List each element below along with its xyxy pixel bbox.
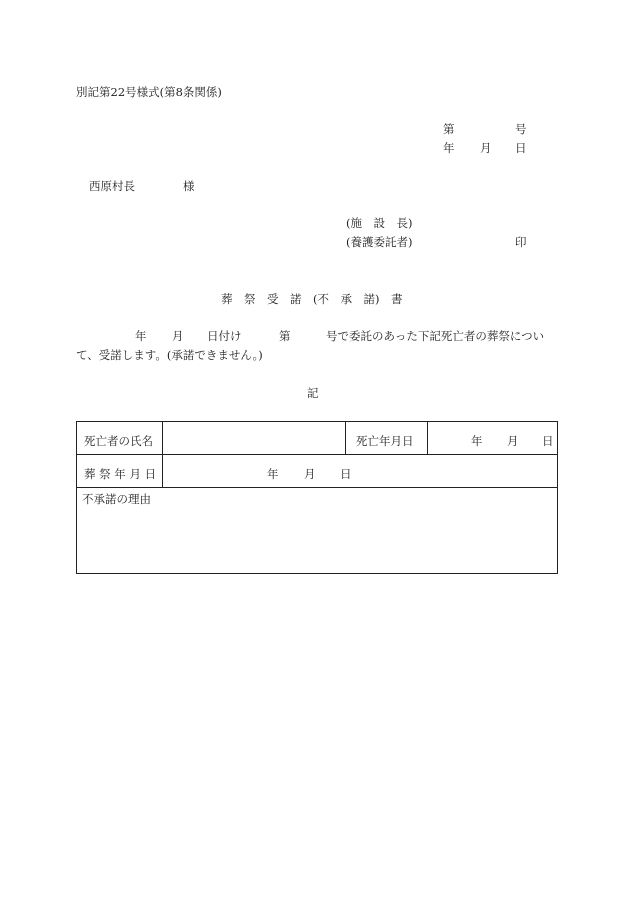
document-title: 葬 祭 受 諾 (不 承 諾) 書 — [221, 292, 403, 306]
header-date-month: 月 — [480, 141, 492, 155]
funeral-date-day: 日 — [340, 467, 352, 481]
deceased-name-label-cell — [77, 422, 163, 455]
sender-facility-head: (施 設 長) — [346, 216, 413, 230]
body-dai: 第 — [279, 329, 291, 343]
death-date-day: 日 — [542, 434, 554, 448]
funeral-date-value-cell — [163, 455, 558, 488]
reason-cell — [77, 488, 558, 574]
reason-label: 不承諾の理由 — [82, 492, 151, 506]
funeral-date-label: 葬 祭 年 月 日 — [84, 467, 157, 481]
body-month: 月 — [172, 329, 184, 343]
ki-heading: 記 — [307, 386, 319, 400]
info-table — [76, 421, 558, 574]
funeral-date-month: 月 — [304, 467, 316, 481]
table-row — [77, 455, 558, 488]
doc-number-suffix: 号 — [515, 122, 527, 136]
addressee-honorific: 様 — [183, 179, 195, 193]
doc-number-prefix: 第 — [443, 122, 455, 136]
body-line-2: て、受諾します。(承諾できません。) — [76, 348, 263, 362]
header-date-day: 日 — [515, 141, 527, 155]
body-date-suffix: 日付け — [207, 329, 242, 343]
death-date-month: 月 — [507, 434, 519, 448]
death-date-value-cell — [428, 422, 558, 455]
addressee-name: 西原村長 — [89, 179, 135, 193]
deceased-name-label: 死亡者の氏名 — [84, 434, 153, 448]
seal-mark: 印 — [515, 235, 527, 249]
body-line-1: 号で委託のあった下記死亡者の葬祭につい — [326, 329, 545, 343]
death-date-label-cell — [346, 422, 428, 455]
deceased-name-value-cell — [163, 422, 346, 455]
table-row — [77, 422, 558, 455]
funeral-date-label-cell — [77, 455, 163, 488]
funeral-date-year: 年 — [267, 467, 279, 481]
sender-guardian: (養護委託者) — [346, 235, 413, 249]
death-date-label: 死亡年月日 — [356, 434, 414, 448]
death-date-year: 年 — [471, 434, 483, 448]
header-date-year: 年 — [443, 141, 455, 155]
form-number: 別記第22号様式(第8条関係) — [76, 85, 222, 99]
table-row — [77, 488, 558, 574]
body-year: 年 — [135, 329, 147, 343]
